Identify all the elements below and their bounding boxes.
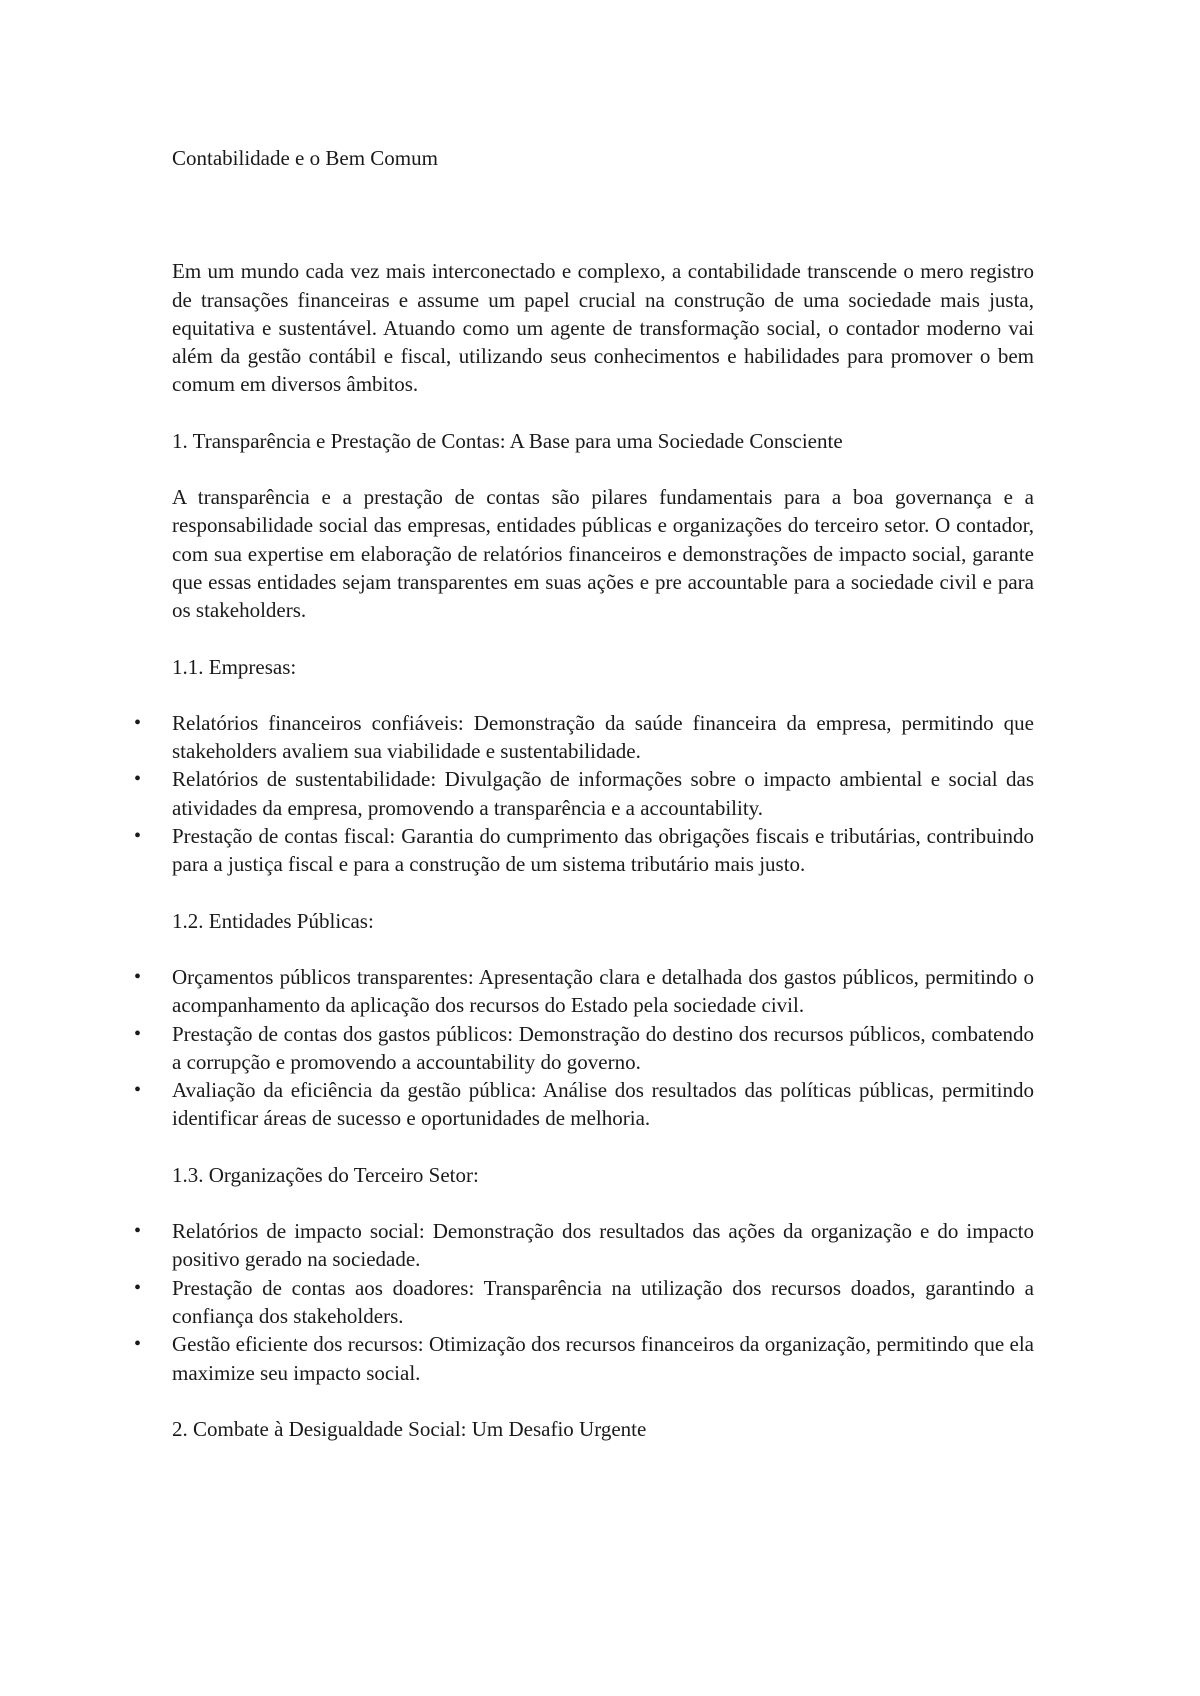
subsection-1-1-list [134, 709, 1034, 879]
section-1-paragraph: A transparência e a prestação de contas são pilares fundamentais para a boa governança e a responsabilidade social das empresas, entidades públicas e organizações do terceiro setor. O contador, com sua expertise em elaboração de relatórios financeiros e demonstrações de impacto social, garante que essas entidades sejam transparentes em suas ações e pre accountable para a sociedade civil e para os stakeholders. [172, 485, 1034, 623]
bullet-icon: • [134, 965, 142, 988]
list-item-text: Prestação de contas dos gastos públicos: Demonstração do destino dos recursos públicos, combatendo a corrupção e promovendo a accountability do governo. [172, 1021, 1034, 1074]
subsection-1-2-heading: 1.2. Entidades Públicas: [172, 908, 374, 933]
list-item-text: Relatórios de sustentabilidade: Divulgação de informações sobre o impacto ambiental e social das atividades da empresa, promovendo a transparência e a accountability. [172, 767, 1034, 820]
list-item-text: Avaliação da eficiência da gestão pública: Análise dos resultados das políticas públicas, permitindo identificar áreas de sucesso e oportunidades de melhoria. [172, 1078, 1034, 1131]
list-item-text: Gestão eficiente dos recursos: Otimização dos recursos financeiros da organização, permitindo que ela maximize seu impacto social. [172, 1332, 1034, 1385]
bullet-icon: • [134, 1333, 142, 1356]
subsection-1-3-heading: 1.3. Organizações do Terceiro Setor: [172, 1162, 479, 1187]
bullet-icon: • [134, 768, 142, 791]
list-item-text: Prestação de contas fiscal: Garantia do cumprimento das obrigações fiscais e tributárias, contribuindo para a justiça fiscal e para a construção de um sistema tributário mais justo. [172, 824, 1034, 877]
list-item [134, 709, 1034, 766]
intro-paragraph: Em um mundo cada vez mais interconectado e complexo, a contabilidade transcende o mero registro de transações financeiras e assume um papel crucial na construção de uma sociedade mais justa, equitativa e sustentável. Atuando como um agente de transformação social, o contador moderno vai além da gestão contábil e fiscal, utilizando seus conhecimentos e habilidades para promover o bem comum em diversos âmbitos. [172, 259, 1034, 397]
bullet-icon: • [134, 1276, 142, 1299]
section-1-heading: 1. Transparência e Prestação de Contas: A Base para uma Sociedade Consciente [172, 428, 843, 453]
bullet-icon: • [134, 825, 142, 848]
document-title: Contabilidade e o Bem Comum [172, 146, 438, 170]
list-item-text: Orçamentos públicos transparentes: Apresentação clara e detalhada dos gastos públicos, permitindo o acompanhamento da aplicação dos recursos do Estado pela sociedade civil. [172, 964, 1034, 1018]
bullet-icon: • [134, 1220, 142, 1243]
list-item [134, 1076, 1034, 1133]
list-item [134, 963, 1034, 1020]
list-item-text: Prestação de contas aos doadores: Transparência na utilização dos recursos doados, garantindo a confiança dos stakeholders. [172, 1275, 1034, 1328]
list-item [134, 822, 1034, 879]
bullet-icon: • [134, 1079, 142, 1102]
document-body [134, 144, 1034, 1471]
subsection-1-3-list [134, 1217, 1034, 1387]
list-item [134, 1020, 1034, 1077]
list-item-text: Relatórios financeiros confiáveis: Demonstração da saúde financeira da empresa, permitindo que stakeholders avaliem sua viabilidade e sustentabilidade. [172, 710, 1034, 764]
list-item [134, 1274, 1034, 1331]
subsection-1-1-heading: 1.1. Empresas: [172, 654, 297, 679]
bullet-icon: • [134, 1022, 142, 1045]
subsection-1-2-list [134, 963, 1034, 1133]
list-item-text: Relatórios de impacto social: Demonstração dos resultados das ações da organização e do impacto positivo gerado na sociedade. [172, 1219, 1034, 1272]
list-item [134, 1217, 1034, 1274]
bullet-icon: • [134, 711, 142, 734]
list-item [134, 765, 1034, 822]
section-2-heading: 2. Combate à Desigualdade Social: Um Desafio Urgente [172, 1416, 647, 1441]
title-spacer [172, 172, 1034, 257]
list-item [134, 1330, 1034, 1387]
